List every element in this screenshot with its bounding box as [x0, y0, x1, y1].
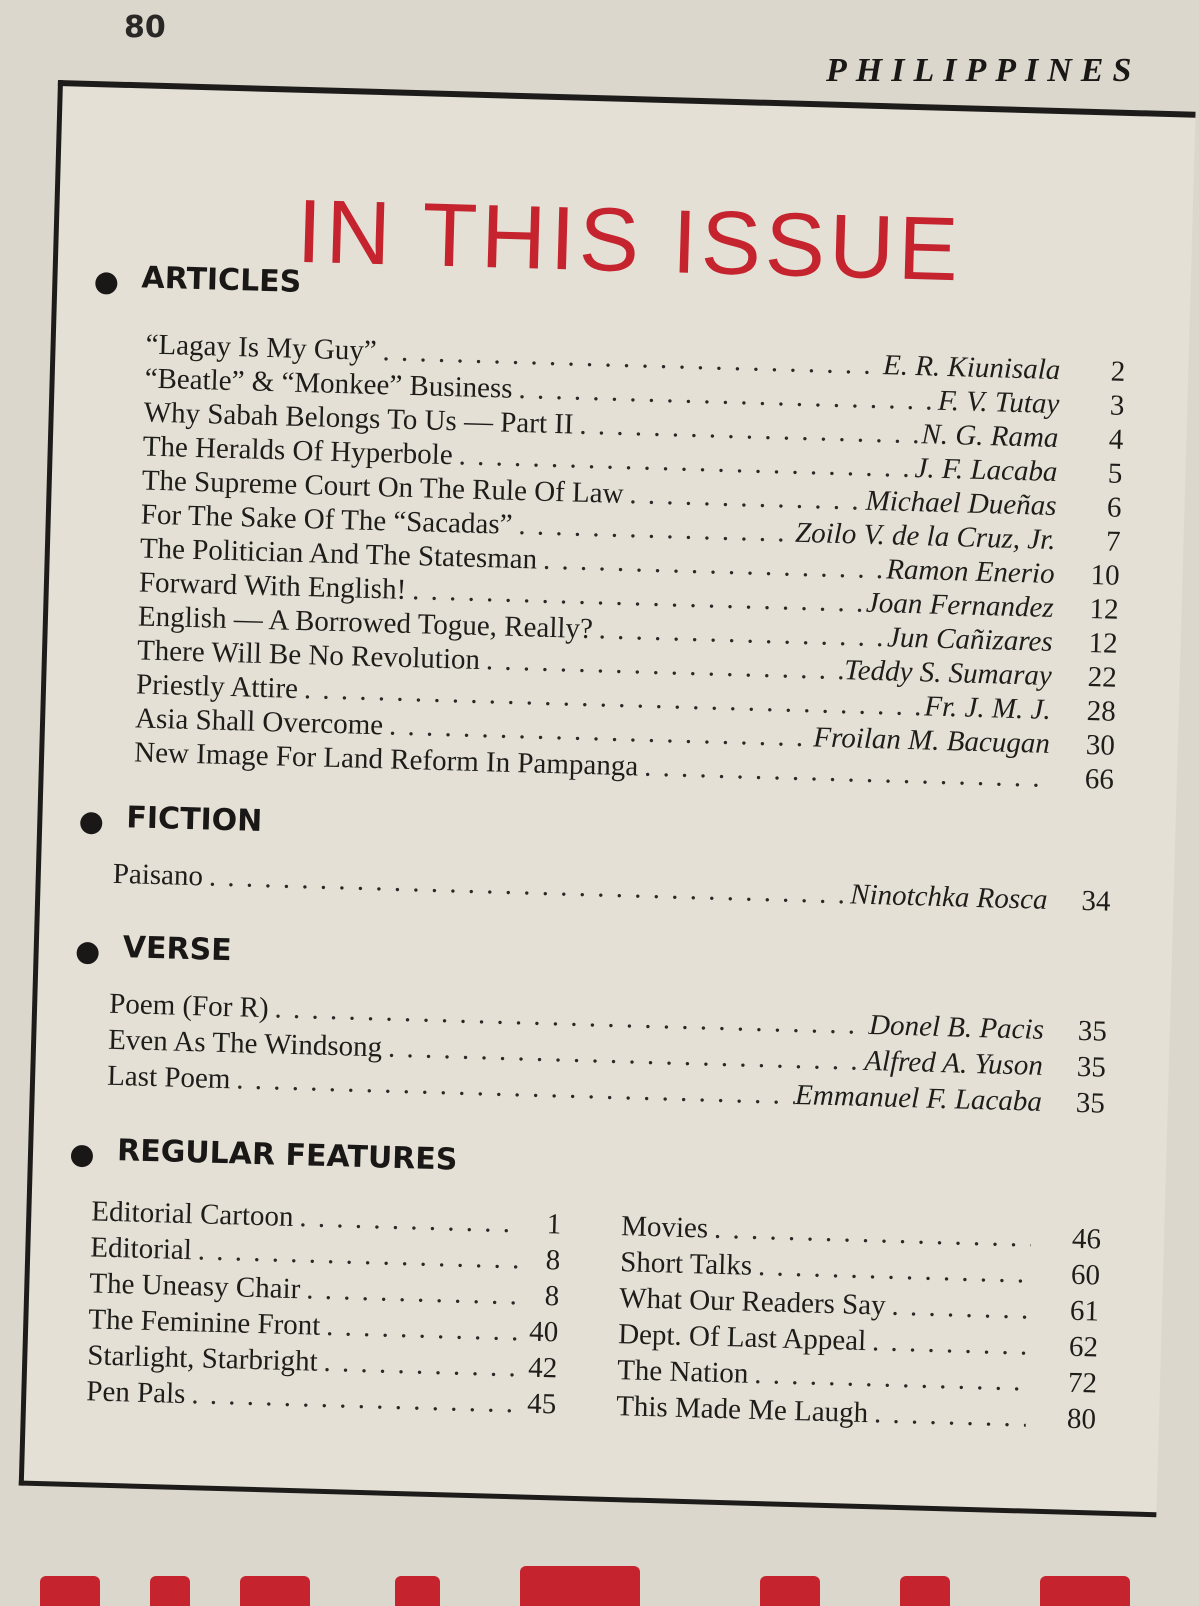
entry-title: Poem (For R): [108, 987, 270, 1025]
articles-bullet: [95, 272, 118, 295]
entry-title: The Heralds Of Hyperbole: [142, 430, 454, 472]
logo-fragment: [900, 1576, 950, 1606]
entry-author: J. F. Lacaba: [914, 452, 1058, 489]
entry-title: Movies: [620, 1210, 709, 1245]
entry-page-number: 80: [1066, 1402, 1097, 1436]
entry-title: Why Sabah Belongs To Us — Part II: [143, 396, 575, 441]
logo-fragment: [40, 1576, 100, 1606]
entry-title: Pen Pals: [85, 1375, 186, 1411]
entry-page-number: 60: [1070, 1258, 1101, 1292]
articles-heading: ARTICLES: [141, 260, 302, 300]
entry-title: English — A Borrowed Togue, Really?: [137, 600, 594, 646]
regular-features-bullet: [71, 1145, 94, 1168]
entry-title: New Image For Land Reform In Pampanga: [133, 736, 639, 783]
logo-fragment: [1040, 1576, 1130, 1606]
entry-author: E. R. Kiunisala: [882, 349, 1061, 387]
dot-leader: [866, 1325, 1029, 1363]
entry-title: Asia Shall Overcome: [134, 702, 384, 742]
entry-page-number: 72: [1067, 1366, 1098, 1400]
entry-author: Teddy S. Sumaray: [843, 654, 1053, 692]
entry-page-number: 22: [1087, 660, 1118, 694]
dot-leader: [185, 1378, 517, 1420]
logo-fragment: [240, 1576, 310, 1606]
fiction-heading: FICTION: [125, 800, 263, 839]
dot-leader: [203, 860, 851, 911]
entry-page-number: 61: [1069, 1294, 1100, 1328]
dot-leader: [885, 1290, 1029, 1327]
entry-author: Joan Fernandez: [865, 586, 1055, 624]
entry-page-number: 4: [1108, 423, 1124, 456]
entry-title: Editorial Cartoon: [90, 1195, 294, 1234]
entry-author: N. G. Rama: [921, 418, 1059, 455]
dot-leader: [708, 1213, 1032, 1255]
entry-author: Ninotchka Rosca: [849, 878, 1048, 916]
entry-page-number: 35: [1077, 1014, 1108, 1048]
entry-title: Dept. Of Last Appeal: [617, 1318, 867, 1358]
entry-title: Paisano: [112, 857, 204, 893]
logo-fragment: [760, 1576, 820, 1606]
entry-title: Last Poem: [106, 1059, 231, 1096]
dot-leader: [191, 1234, 520, 1276]
entry-page-number: 8: [544, 1280, 560, 1313]
entry-author: Froilan M. Bacugan: [812, 721, 1051, 760]
entry-title: The Supreme Court On The Rule Of Law: [141, 464, 624, 510]
entry-author: Emmanuel F. Lacaba: [794, 1078, 1043, 1118]
dot-leader: [300, 1273, 520, 1312]
entry-title: “Beatle” & “Monkee” Business: [144, 362, 514, 405]
entry-page-number: 5: [1107, 457, 1123, 490]
entry-title: Short Talks: [619, 1246, 753, 1282]
entry-title: The Uneasy Chair: [88, 1267, 301, 1306]
entry-author: Jun Cañizares: [886, 621, 1054, 658]
entry-author: Donel B. Pacis: [868, 1009, 1045, 1046]
entry-title: For The Sake Of The “Sacadas”: [140, 498, 513, 541]
entry-title: The Politician And The Statesman: [139, 532, 538, 576]
entry-page-number: 3: [1109, 389, 1125, 422]
entry-page-number: 30: [1085, 728, 1116, 762]
entry-title: Editorial: [89, 1231, 193, 1267]
entry-page-number: 28: [1086, 694, 1117, 728]
entry-author: Alfred A. Yuson: [863, 1044, 1044, 1082]
entry-title: The Nation: [616, 1354, 749, 1390]
entry-title: The Feminine Front: [87, 1303, 321, 1342]
dot-leader: [748, 1358, 1028, 1399]
toc-title: IN THIS ISSUE: [295, 181, 964, 301]
entry-page-number: 62: [1068, 1330, 1099, 1364]
toc-box: [19, 80, 1196, 1517]
entry-page-number: 8: [545, 1244, 561, 1277]
entry-author: Michael Dueñas: [865, 484, 1057, 523]
entry-page-number: 10: [1090, 559, 1121, 592]
entry-title: Starlight, Starbright: [86, 1339, 319, 1378]
entry-author: Zoilo V. de la Cruz, Jr.: [794, 516, 1056, 557]
entry-page-number: 6: [1106, 491, 1122, 524]
entry-title: This Made Me Laugh: [615, 1390, 869, 1430]
entry-author: Ramon Enerio: [885, 553, 1056, 591]
fiction-bullet: [80, 812, 103, 835]
entry-title: Forward With English!: [138, 566, 407, 606]
verse-bullet: [76, 942, 99, 965]
logo-fragment: [150, 1576, 190, 1606]
dot-leader: [623, 478, 866, 518]
entry-title: Priestly Attire: [135, 668, 299, 705]
masthead-logo-strip: [0, 1530, 1199, 1599]
dot-leader: [293, 1201, 522, 1240]
entry-page-number: 35: [1076, 1050, 1107, 1084]
regular-features-heading: REGULAR FEATURES: [116, 1133, 458, 1178]
entry-title: What Our Readers Say: [618, 1282, 887, 1322]
entry-page-number: 46: [1071, 1222, 1102, 1256]
dot-leader: [320, 1310, 519, 1349]
toc-entry: [112, 858, 1048, 917]
entry-page-number: 34: [1081, 884, 1111, 918]
entry-page-number: 35: [1075, 1086, 1106, 1120]
dot-leader: [752, 1250, 1031, 1291]
entry-page-number: 2: [1110, 355, 1126, 388]
verse-heading: VERSE: [122, 930, 233, 969]
entry-author: Fr. J. M. J.: [923, 690, 1052, 726]
dot-leader: [317, 1346, 517, 1385]
magazine-name: PHILIPPINES: [826, 52, 1141, 89]
entry-page-number: 1: [546, 1208, 562, 1241]
logo-fragment: [395, 1576, 440, 1606]
entry-title: There Will Be No Revolution: [136, 634, 481, 677]
entry-page-number: 45: [526, 1387, 557, 1421]
logo-fragment: [520, 1566, 640, 1606]
entry-page-number: 66: [1084, 762, 1115, 796]
entry-page-number: 40: [528, 1315, 559, 1349]
entry-title: “Lagay Is My Guy”: [145, 328, 378, 367]
entry-page-number: 7: [1105, 525, 1121, 558]
dot-leader: [868, 1397, 1027, 1434]
entry-page-number: 12: [1088, 627, 1119, 660]
entry-author: F. V. Tutay: [937, 384, 1060, 421]
entry-page-number: 12: [1089, 593, 1120, 626]
entry-title: Even As The Windsong: [107, 1023, 383, 1064]
entry-page-number: 42: [527, 1351, 558, 1385]
page-number: 80: [124, 10, 166, 45]
